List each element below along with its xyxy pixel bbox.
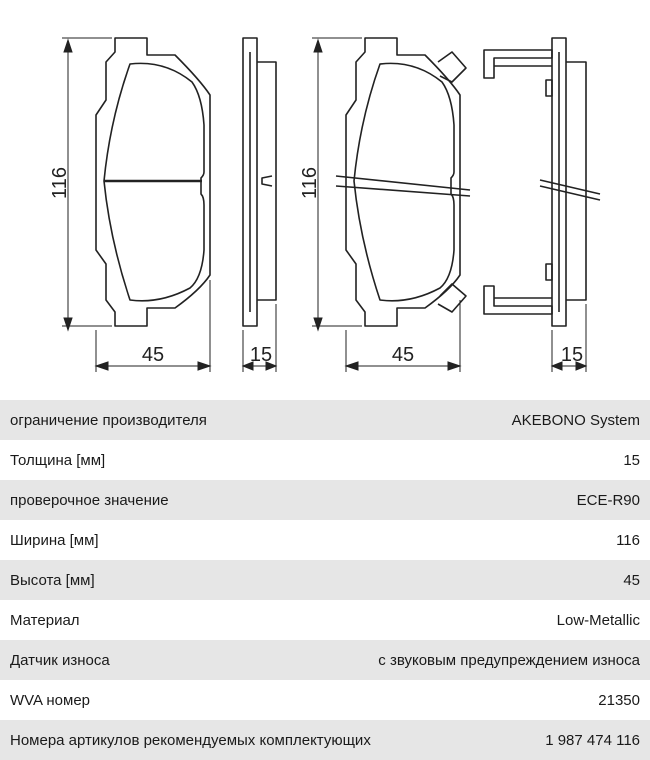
spec-value: 15: [623, 451, 640, 469]
spec-value: 1 987 474 116: [545, 731, 640, 749]
spec-label: Толщина [мм]: [10, 451, 106, 469]
spec-row: [0, 520, 650, 560]
spec-row: [0, 400, 650, 440]
spec-label: Ширина [мм]: [10, 531, 99, 549]
spec-label: Высота [мм]: [10, 571, 95, 589]
spec-row: [0, 560, 650, 600]
spec-row: [0, 600, 650, 640]
dim-left-height: 116: [49, 167, 71, 199]
spec-label: проверочное значение: [10, 491, 169, 509]
brake-pad-side-view-1: [243, 38, 276, 326]
spec-value: 45: [623, 571, 640, 589]
dim-left-thickness: 15: [249, 344, 273, 366]
spec-value: ECE-R90: [576, 491, 640, 509]
dim-right-thickness: 15: [560, 344, 584, 366]
dim-right-height: 116: [299, 167, 321, 199]
spec-label: Номера артикулов рекомендуемых комплектующих: [10, 731, 371, 749]
brake-pad-side-view-2: [484, 38, 600, 326]
spec-value: 21350: [598, 691, 640, 709]
specifications-table: [0, 400, 650, 760]
spec-label: ограничение производителя: [10, 411, 207, 429]
spec-row: [0, 440, 650, 480]
spec-label: Материал: [10, 611, 80, 629]
spec-value: 116: [616, 531, 640, 549]
dim-right-width: 45: [391, 344, 415, 366]
spec-row: [0, 720, 650, 760]
spec-label: Датчик износа: [10, 651, 110, 669]
spec-row: [0, 640, 650, 680]
spec-value: с звуковым предупреждением износа: [378, 651, 640, 669]
dim-left-width: 45: [141, 344, 165, 366]
spec-value: AKEBONO System: [511, 411, 640, 429]
brake-pad-front-view-1: [96, 38, 210, 326]
brake-pad-front-view-2: [336, 38, 470, 326]
spec-value: Low-Metallic: [556, 611, 640, 629]
spec-row: [0, 480, 650, 520]
spec-row: [0, 680, 650, 720]
spec-label: WVA номер: [10, 691, 91, 709]
